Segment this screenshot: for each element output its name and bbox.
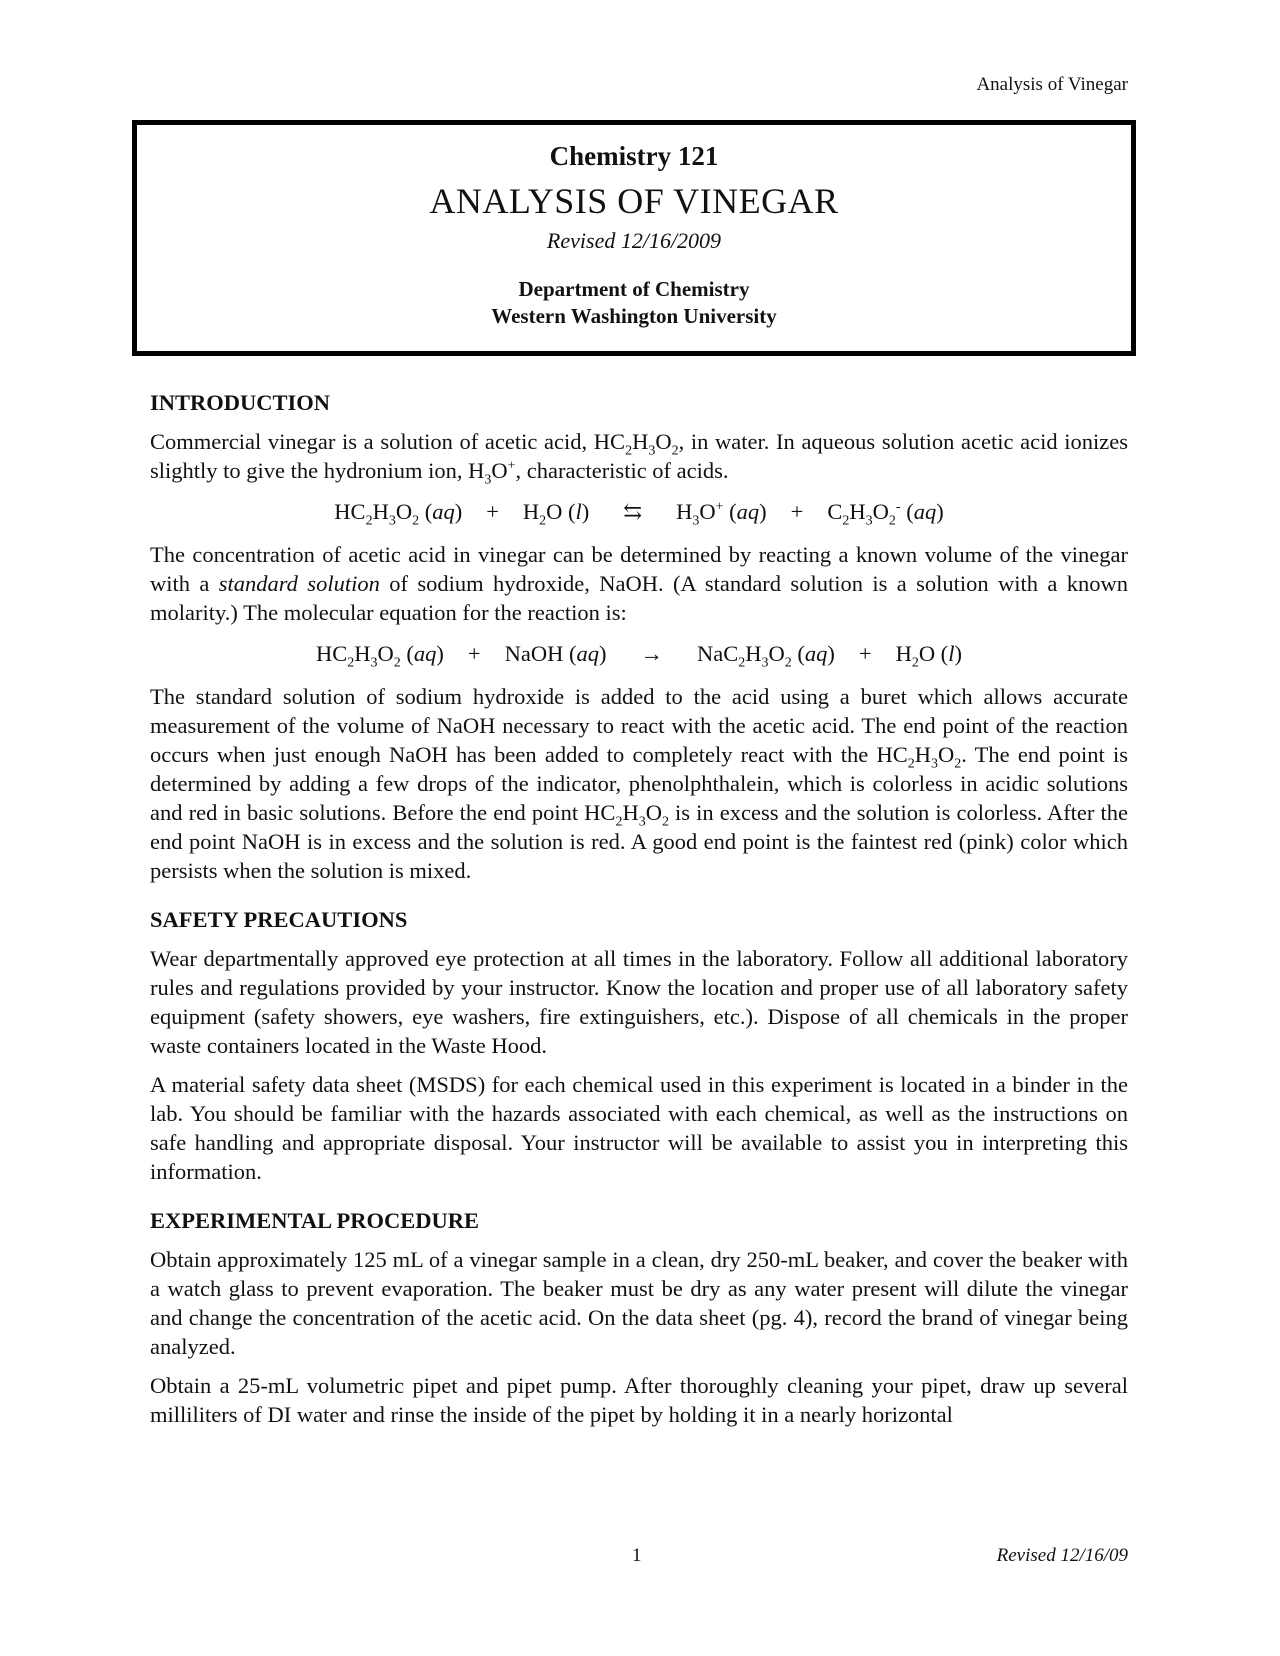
university-name: Western Washington University bbox=[491, 304, 777, 328]
course-title: Chemistry 121 bbox=[549, 141, 719, 171]
ionization-equation: $HC_2H_3O_2$ (aq) + $H_2O$ (l) ⇆ $H_3O^+$ (aq) + $C_2H_3O_2^-$ (aq) bbox=[334, 499, 944, 529]
safety-paragraph-2: A material safety data sheet (MSDS) for each chemical used in this experiment is located in a binder in the lab. You should be familiar with the hazards associated with each chemical, as well as the instructions on safe handling and appropriate disposal. Your instructor will be available to assist you in interpreting this information. bbox=[150, 1072, 1128, 1184]
page-number: 1 bbox=[632, 1545, 642, 1566]
revision-date: Revised 12/16/2009 bbox=[546, 228, 722, 253]
intro-paragraph-2: The concentration of acetic acid in vinegar can be determined by reacting a known volume of the vinegar with a standard solution of sodium hydroxide, NaOH. (A standard solution is a solution with a known molarity.) The molecular equation for the reaction is: bbox=[150, 542, 1128, 625]
introduction-heading: INTRODUCTION bbox=[150, 390, 331, 415]
procedure-paragraph-2: Obtain a 25-mL volumetric pipet and pipet pump. After thoroughly cleaning your pipet, draw up several milliliters of DI water and rinse the inside of the pipet by holding it in a nearly horizontal bbox=[150, 1373, 1128, 1427]
equilibrium-arrow-icon: ⇆ bbox=[623, 499, 643, 524]
title-block bbox=[132, 120, 1136, 356]
reaction-arrow-icon: → bbox=[640, 641, 663, 666]
safety-section bbox=[150, 905, 1128, 1186]
safety-paragraph-1: Wear departmentally approved eye protection at all times in the laboratory. Follow all additional laboratory rules and regulations provided by your instructor. Know the location and proper use of all laboratory safety equipment (safety showers, eye washers, fire extinguishers, etc.). Dispose of all chemicals in the proper waste containers located in the Waste Hood. bbox=[150, 946, 1128, 1058]
footer-revision: Revised 12/16/09 bbox=[996, 1545, 1128, 1566]
running-header: Analysis of Vinegar bbox=[976, 74, 1128, 95]
neutralization-equation: $HC_2H_3O_2$ (aq) + NaOH (aq) → $NaC_2H_3O_2$ (aq) + $H_2O$ (l) bbox=[316, 641, 962, 671]
intro-paragraph-1: Commercial vinegar is a solution of acetic acid, $HC_2H_3O_2$, in water. In aqueous solution acetic acid ionizes slightly to give the hydronium ion, $H_3O^+$, characteristic of acids. bbox=[150, 429, 1128, 488]
procedure-paragraph-1: Obtain approximately 125 mL of a vinegar sample in a clean, dry 250-mL beaker, and cover the beaker with a watch glass to prevent evaporation. The beaker must be dry as any water present will dilute the vinegar and change the concentration of the acetic acid. On the data sheet (pg. 4), record the brand of vinegar being analyzed. bbox=[150, 1247, 1128, 1359]
intro-paragraph-3: The standard solution of sodium hydroxide is added to the acid using a buret which allows accurate measurement of the volume of NaOH necessary to react with the acetic acid. The end point of the reaction occurs when just enough NaOH has been added to completely react with the $HC_2H_3O_2$. The end point is determined by adding a few drops of the indicator, phenolphthalein, which is colorless in acidic solutions and red in basic solutions. Before the end point $HC_2H_3O_2$ is in excess and the solution is colorless. After the end point NaOH is in excess and the solution is red. A good end point is the faintest red (pink) color which persists when the solution is mixed. bbox=[150, 684, 1129, 883]
department-name: Department of Chemistry bbox=[518, 277, 750, 301]
safety-heading: SAFETY PRECAUTIONS bbox=[150, 907, 408, 932]
document-body bbox=[150, 388, 1128, 1439]
procedure-section bbox=[150, 1206, 1128, 1429]
document-title: ANALYSIS OF VINEGAR bbox=[429, 181, 839, 221]
department-block bbox=[137, 276, 1131, 330]
procedure-heading: EXPERIMENTAL PROCEDURE bbox=[150, 1208, 479, 1233]
